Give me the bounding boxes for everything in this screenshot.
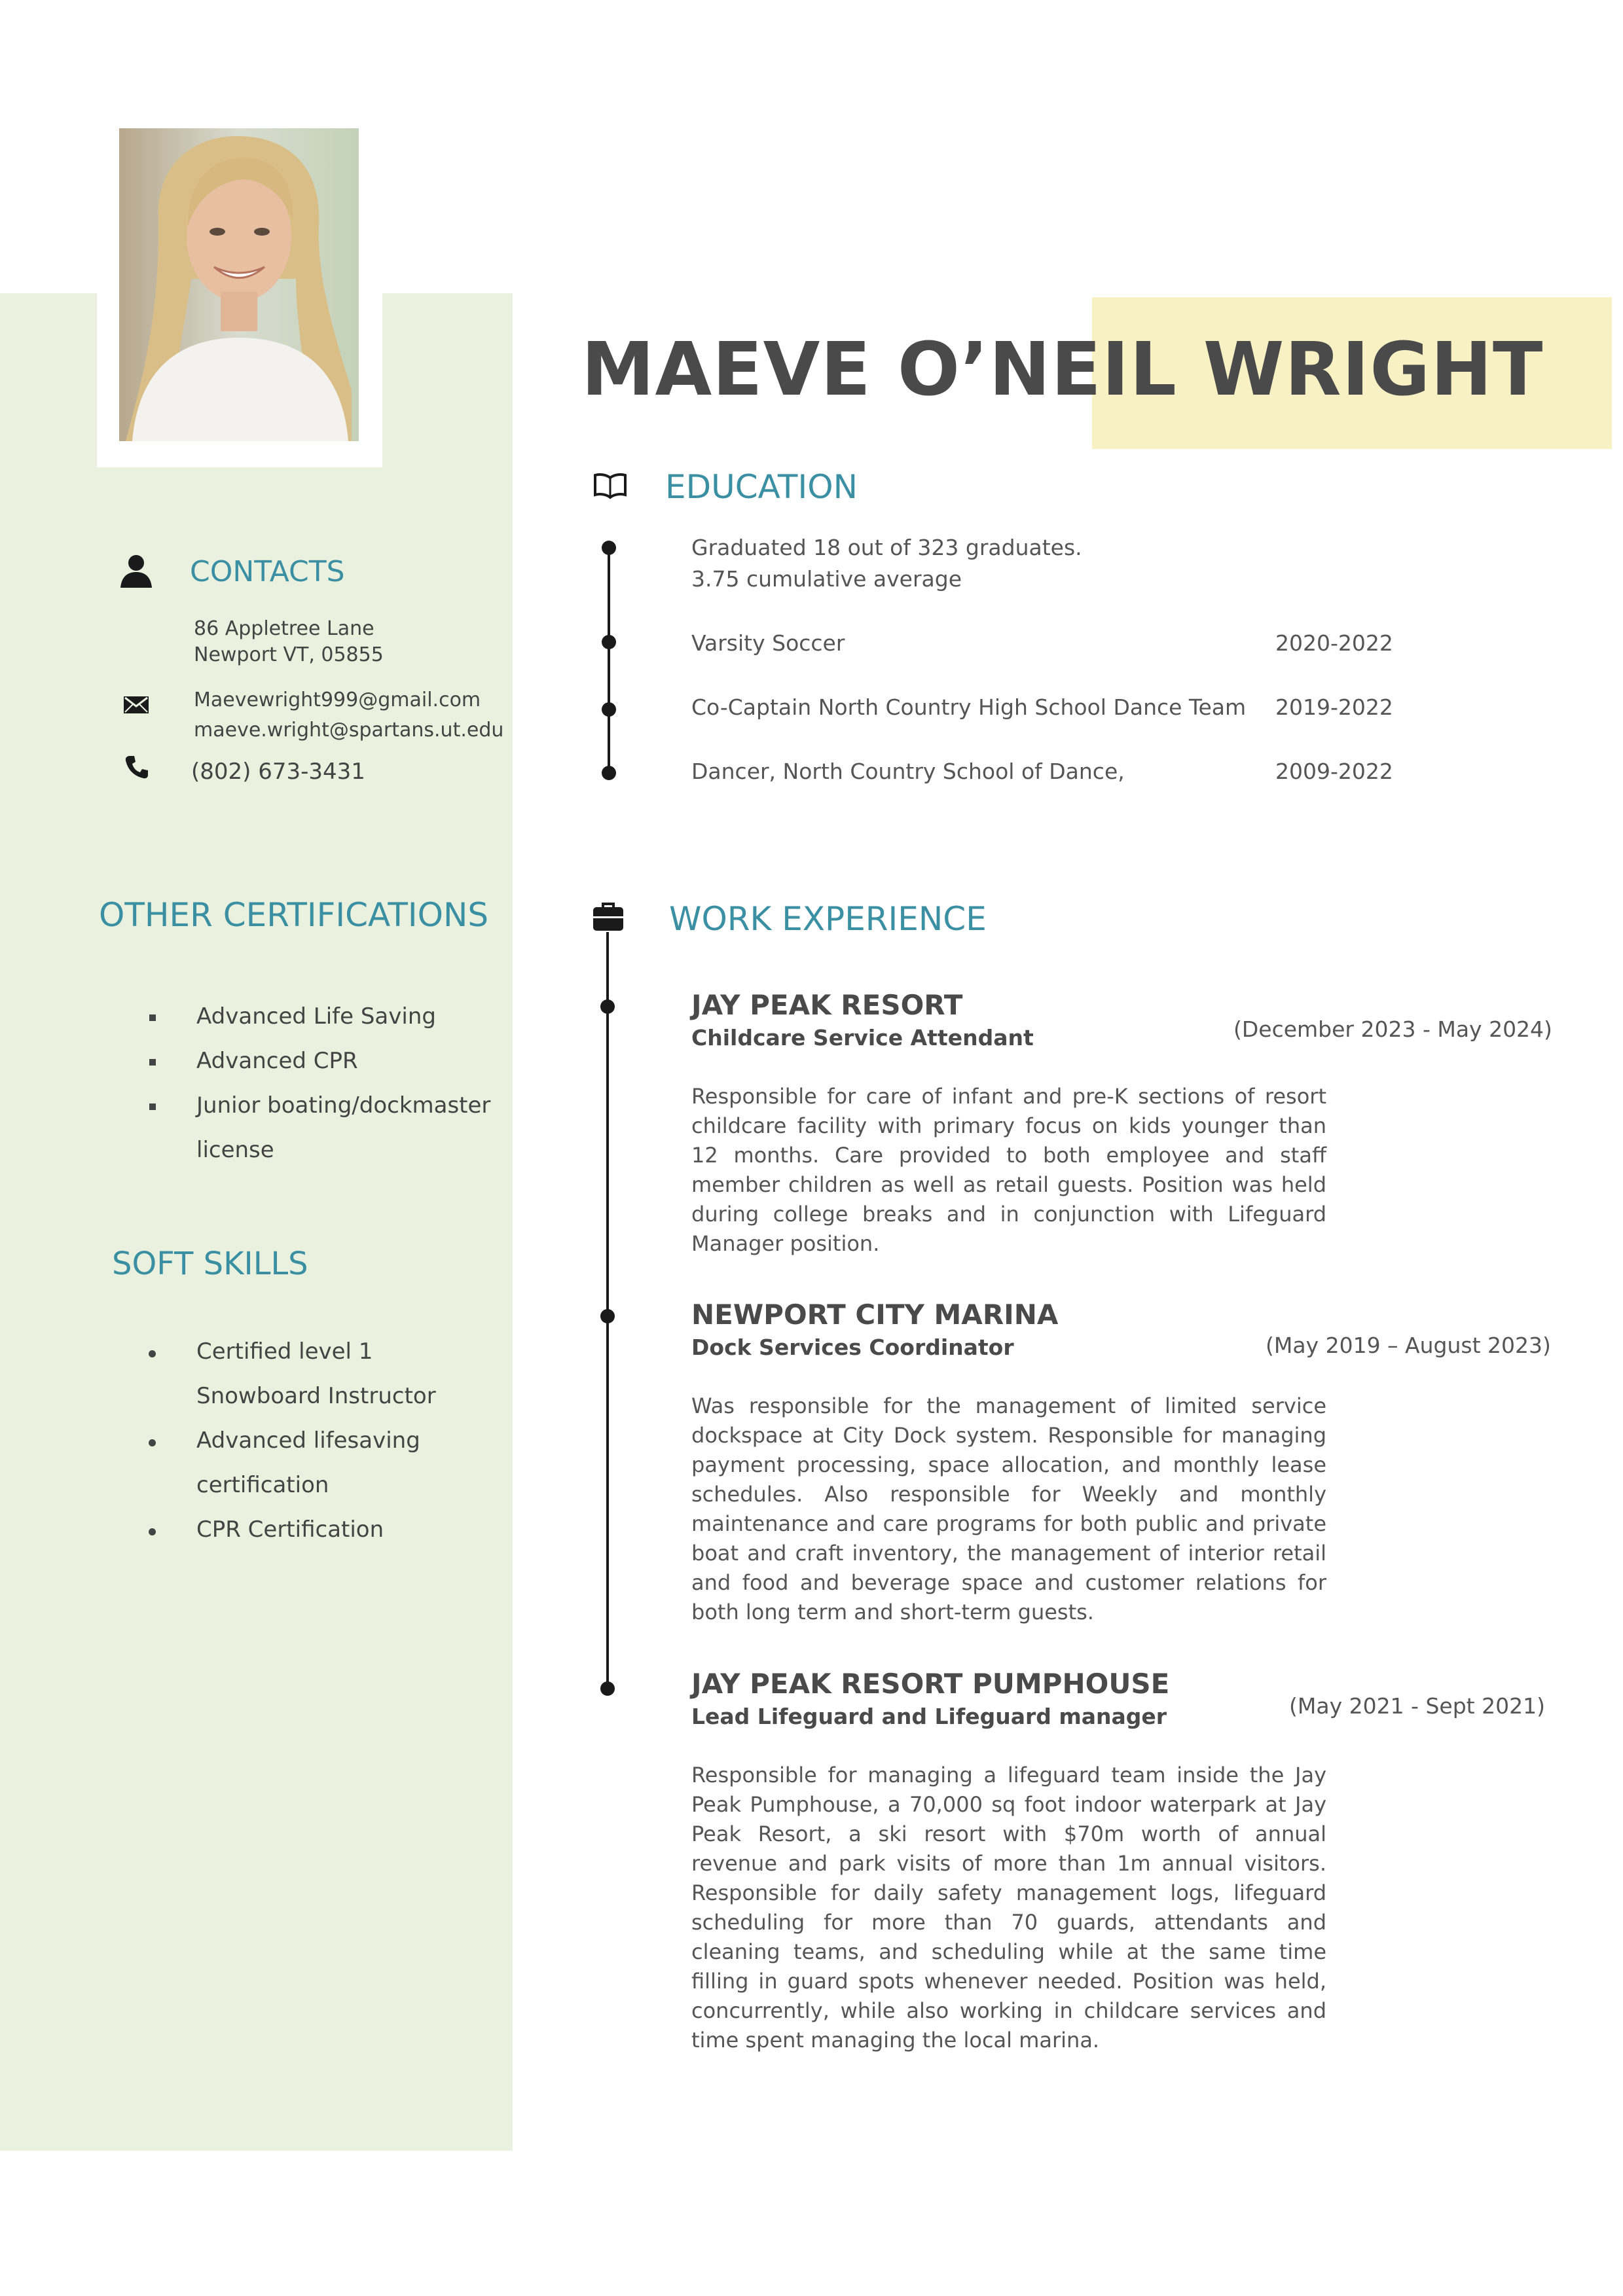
person-icon: [119, 554, 153, 588]
education-timeline-line: [608, 547, 610, 774]
timeline-dot: [600, 1309, 615, 1323]
timeline-dot: [602, 635, 616, 649]
address-line1: 86 Appletree Lane: [194, 617, 374, 640]
education-years: 2009-2022: [1275, 759, 1393, 784]
timeline-dot: [600, 999, 615, 1014]
job-company: JAY PEAK RESORT PUMPHOUSE: [691, 1668, 1170, 1700]
graduation-gpa: 3.75 cumulative average: [691, 566, 962, 592]
email-secondary[interactable]: maeve.wright@spartans.ut.edu: [194, 719, 504, 742]
phone-icon: [124, 755, 149, 780]
certification-item: Advanced CPR: [196, 1048, 358, 1074]
soft-skill-item: CPR Certification: [196, 1516, 384, 1543]
bullet-icon: [149, 1528, 156, 1535]
profile-photo: [119, 128, 359, 441]
job-description: Responsible for managing a lifeguard team inside the Jay Peak Pumphouse, a 70,000 sq foot indoor waterpark at Jay Peak Resort, a ski resort with $70m worth of annual revenue and park visits of more than 1m annual visitors. Responsible for daily safety management logs, lifeguard scheduling for more than 70 guards, attendants and cleaning teams, and scheduling while at the same time filling in guard spots whenever needed. Position was held, concurrently, while also working in childcare services and time spent managing the local marina.: [691, 1763, 1326, 2053]
education-entry: Co-Captain North Country High School Dance Team: [691, 694, 1247, 720]
graduation-rank: Graduated 18 out of 323 graduates.: [691, 535, 1082, 560]
email-primary[interactable]: Maevewright999@gmail.com: [194, 689, 481, 711]
briefcase-icon: [592, 902, 625, 932]
job-dates: (December 2023 - May 2024): [1233, 1016, 1552, 1042]
certification-item: Junior boating/dockmaster: [196, 1092, 491, 1119]
job-dates: (May 2021 - Sept 2021): [1289, 1693, 1545, 1719]
education-entry: Varsity Soccer: [691, 630, 845, 656]
bullet-icon: [149, 1014, 156, 1021]
work-heading: WORK EXPERIENCE: [669, 900, 987, 938]
job-role: Childcare Service Attendant: [691, 1025, 1034, 1050]
job-company: JAY PEAK RESORT: [691, 989, 963, 1021]
page-title: MAEVE O’NEIL WRIGHT: [581, 327, 1544, 412]
education-years: 2020-2022: [1275, 630, 1393, 656]
soft-skills-heading: SOFT SKILLS: [112, 1246, 308, 1282]
bullet-icon: [149, 1439, 156, 1446]
phone-number[interactable]: (802) 673-3431: [191, 759, 365, 785]
education-entry: Dancer, North Country School of Dance,: [691, 759, 1125, 784]
job-description: Was responsible for the management of limited service dockspace at City Dock system. Responsible for managing payment processing, space allocation, and monthly lease schedules. Also responsible for Weekly and monthly maintenance and care programs for both public and private boat and craft inventory, the management of interior retail and food and beverage space and customer relations for both long term and short-term guests.: [691, 1393, 1326, 1624]
soft-skill-item: Snowboard Instructor: [196, 1383, 436, 1409]
address-line2: Newport VT, 05855: [194, 643, 384, 666]
timeline-dot: [600, 1681, 615, 1696]
bullet-icon: [149, 1103, 156, 1110]
book-icon: [593, 473, 627, 500]
education-years: 2019-2022: [1275, 694, 1393, 720]
certifications-heading: OTHER CERTIFICATIONS: [99, 896, 489, 934]
envelope-icon: [123, 696, 149, 714]
job-role: Lead Lifeguard and Lifeguard manager: [691, 1704, 1167, 1729]
certification-item: Advanced Life Saving: [196, 1003, 436, 1030]
timeline-dot: [602, 766, 616, 780]
soft-skill-item: Advanced lifesaving: [196, 1427, 420, 1454]
certification-item: license: [196, 1137, 274, 1163]
job-description: Responsible for care of infant and pre-K sections of resort childcare facility with primary focus on kids younger than 12 months. Care provided to both employee and staff member children as well as retail guests. Position was held during college breaks and in conjunction with Lifeguard Manager position.: [691, 1084, 1326, 1256]
job-dates: (May 2019 – August 2023): [1266, 1333, 1551, 1358]
contacts-heading: CONTACTS: [190, 555, 345, 588]
timeline-dot: [602, 541, 616, 555]
education-heading: EDUCATION: [665, 468, 858, 506]
soft-skill-item: Certified level 1: [196, 1338, 373, 1365]
job-role: Dock Services Coordinator: [691, 1335, 1014, 1360]
bullet-icon: [149, 1350, 156, 1357]
bullet-icon: [149, 1059, 156, 1066]
soft-skill-item: certification: [196, 1472, 329, 1498]
job-company: NEWPORT CITY MARINA: [691, 1299, 1059, 1331]
timeline-dot: [602, 702, 616, 717]
